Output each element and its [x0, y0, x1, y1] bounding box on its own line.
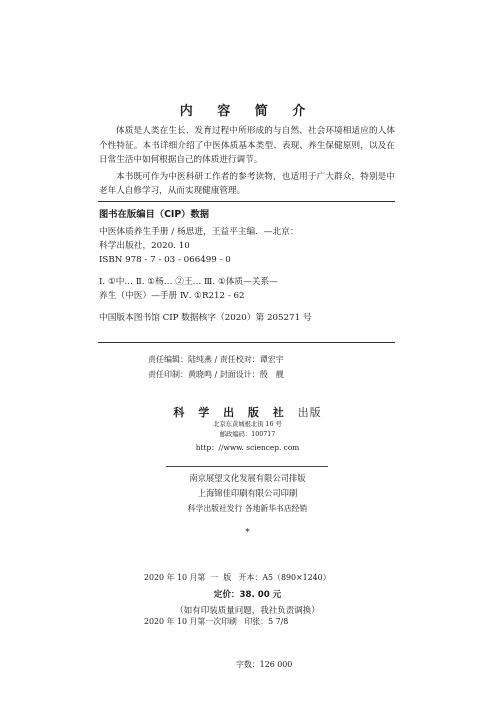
publisher-postcode: 邮政编码：100717 — [219, 431, 276, 438]
divider — [98, 342, 395, 343]
cip-subject-line: 养生（中医）—手册 Ⅳ. ①R212 - 62 — [99, 291, 245, 301]
publisher-name — [0, 404, 495, 420]
word-count: 字数：126 000 — [236, 660, 293, 669]
credit-line: 责任印制：黄晓鸣 / 封面设计：殷 靓 — [148, 370, 284, 379]
summary-paragraph: 本书既可作为中医科研工作者的参考读物，也适用于广大群众，特别是中老年人自修学习，从而实现健康管理。 — [99, 171, 395, 196]
cip-isbn: ISBN 978 - 7 - 03 - 066499 - 0 — [99, 255, 231, 265]
typesetter: 南京展望文化发展有限公司排版 — [189, 473, 306, 483]
divider — [166, 466, 328, 467]
summary-title: 内 容 简 介 — [179, 104, 316, 119]
printer: 上海锦佳印刷有限公司印刷 — [197, 488, 298, 498]
quality-notice: （如有印装质量问题，我社负责调换） — [175, 606, 320, 616]
cip-heading: 图书在版编目（CIP）数据 — [99, 209, 210, 220]
edition-info — [144, 542, 331, 702]
publisher-url: http：//www. sciencep. com — [195, 443, 300, 452]
cip-block — [99, 208, 395, 325]
cip-line: 中医体质养生手册 / 杨思进，王益平主编．—北京： — [99, 227, 299, 237]
credit-line: 责任编辑：陆纯燕 / 责任校对：谭宏宇 — [148, 355, 284, 364]
summary-text — [99, 124, 395, 201]
price: 定价：38. 00 元 — [213, 590, 282, 600]
distribution: 科学出版社发行 各地新华书店经销 — [187, 504, 308, 513]
cip-record-number: 中国版本图书馆 CIP 数据核字（2020）第 205271 号 — [99, 313, 312, 323]
summary-paragraph: 体质是人类在生长、发育过程中所形成的与自然、社会环境相适应的人体个性特征。本书详细介绍了中医体质基本类型、表现、养生保健原则，以及在日常生活中如何根据自己的体质进行调节。 — [99, 126, 395, 165]
publisher-logo-text: 科 学 出 版 社 — [173, 406, 289, 419]
publisher-block — [0, 404, 495, 454]
divider — [98, 201, 395, 202]
separator-star: * — [245, 528, 250, 538]
cip-line: 科学出版社，2020. 10 — [99, 241, 190, 251]
publisher-address: 北京东黄城根北街 16 号 — [213, 421, 282, 428]
printing-info — [0, 471, 495, 516]
publisher-suffix: 出版 — [297, 406, 322, 419]
cip-subject-line: Ⅰ. ①中… Ⅱ. ①杨… ②王… Ⅲ. ①体质—关系— — [99, 277, 278, 287]
editorial-credits — [148, 352, 284, 382]
edition-line: 2020 年 10 月第 一 版 开本：A5（890×1240） — [144, 573, 331, 582]
edition-line: 2020 年 10 月第一次印刷 印张：5 7/8 — [144, 616, 289, 626]
